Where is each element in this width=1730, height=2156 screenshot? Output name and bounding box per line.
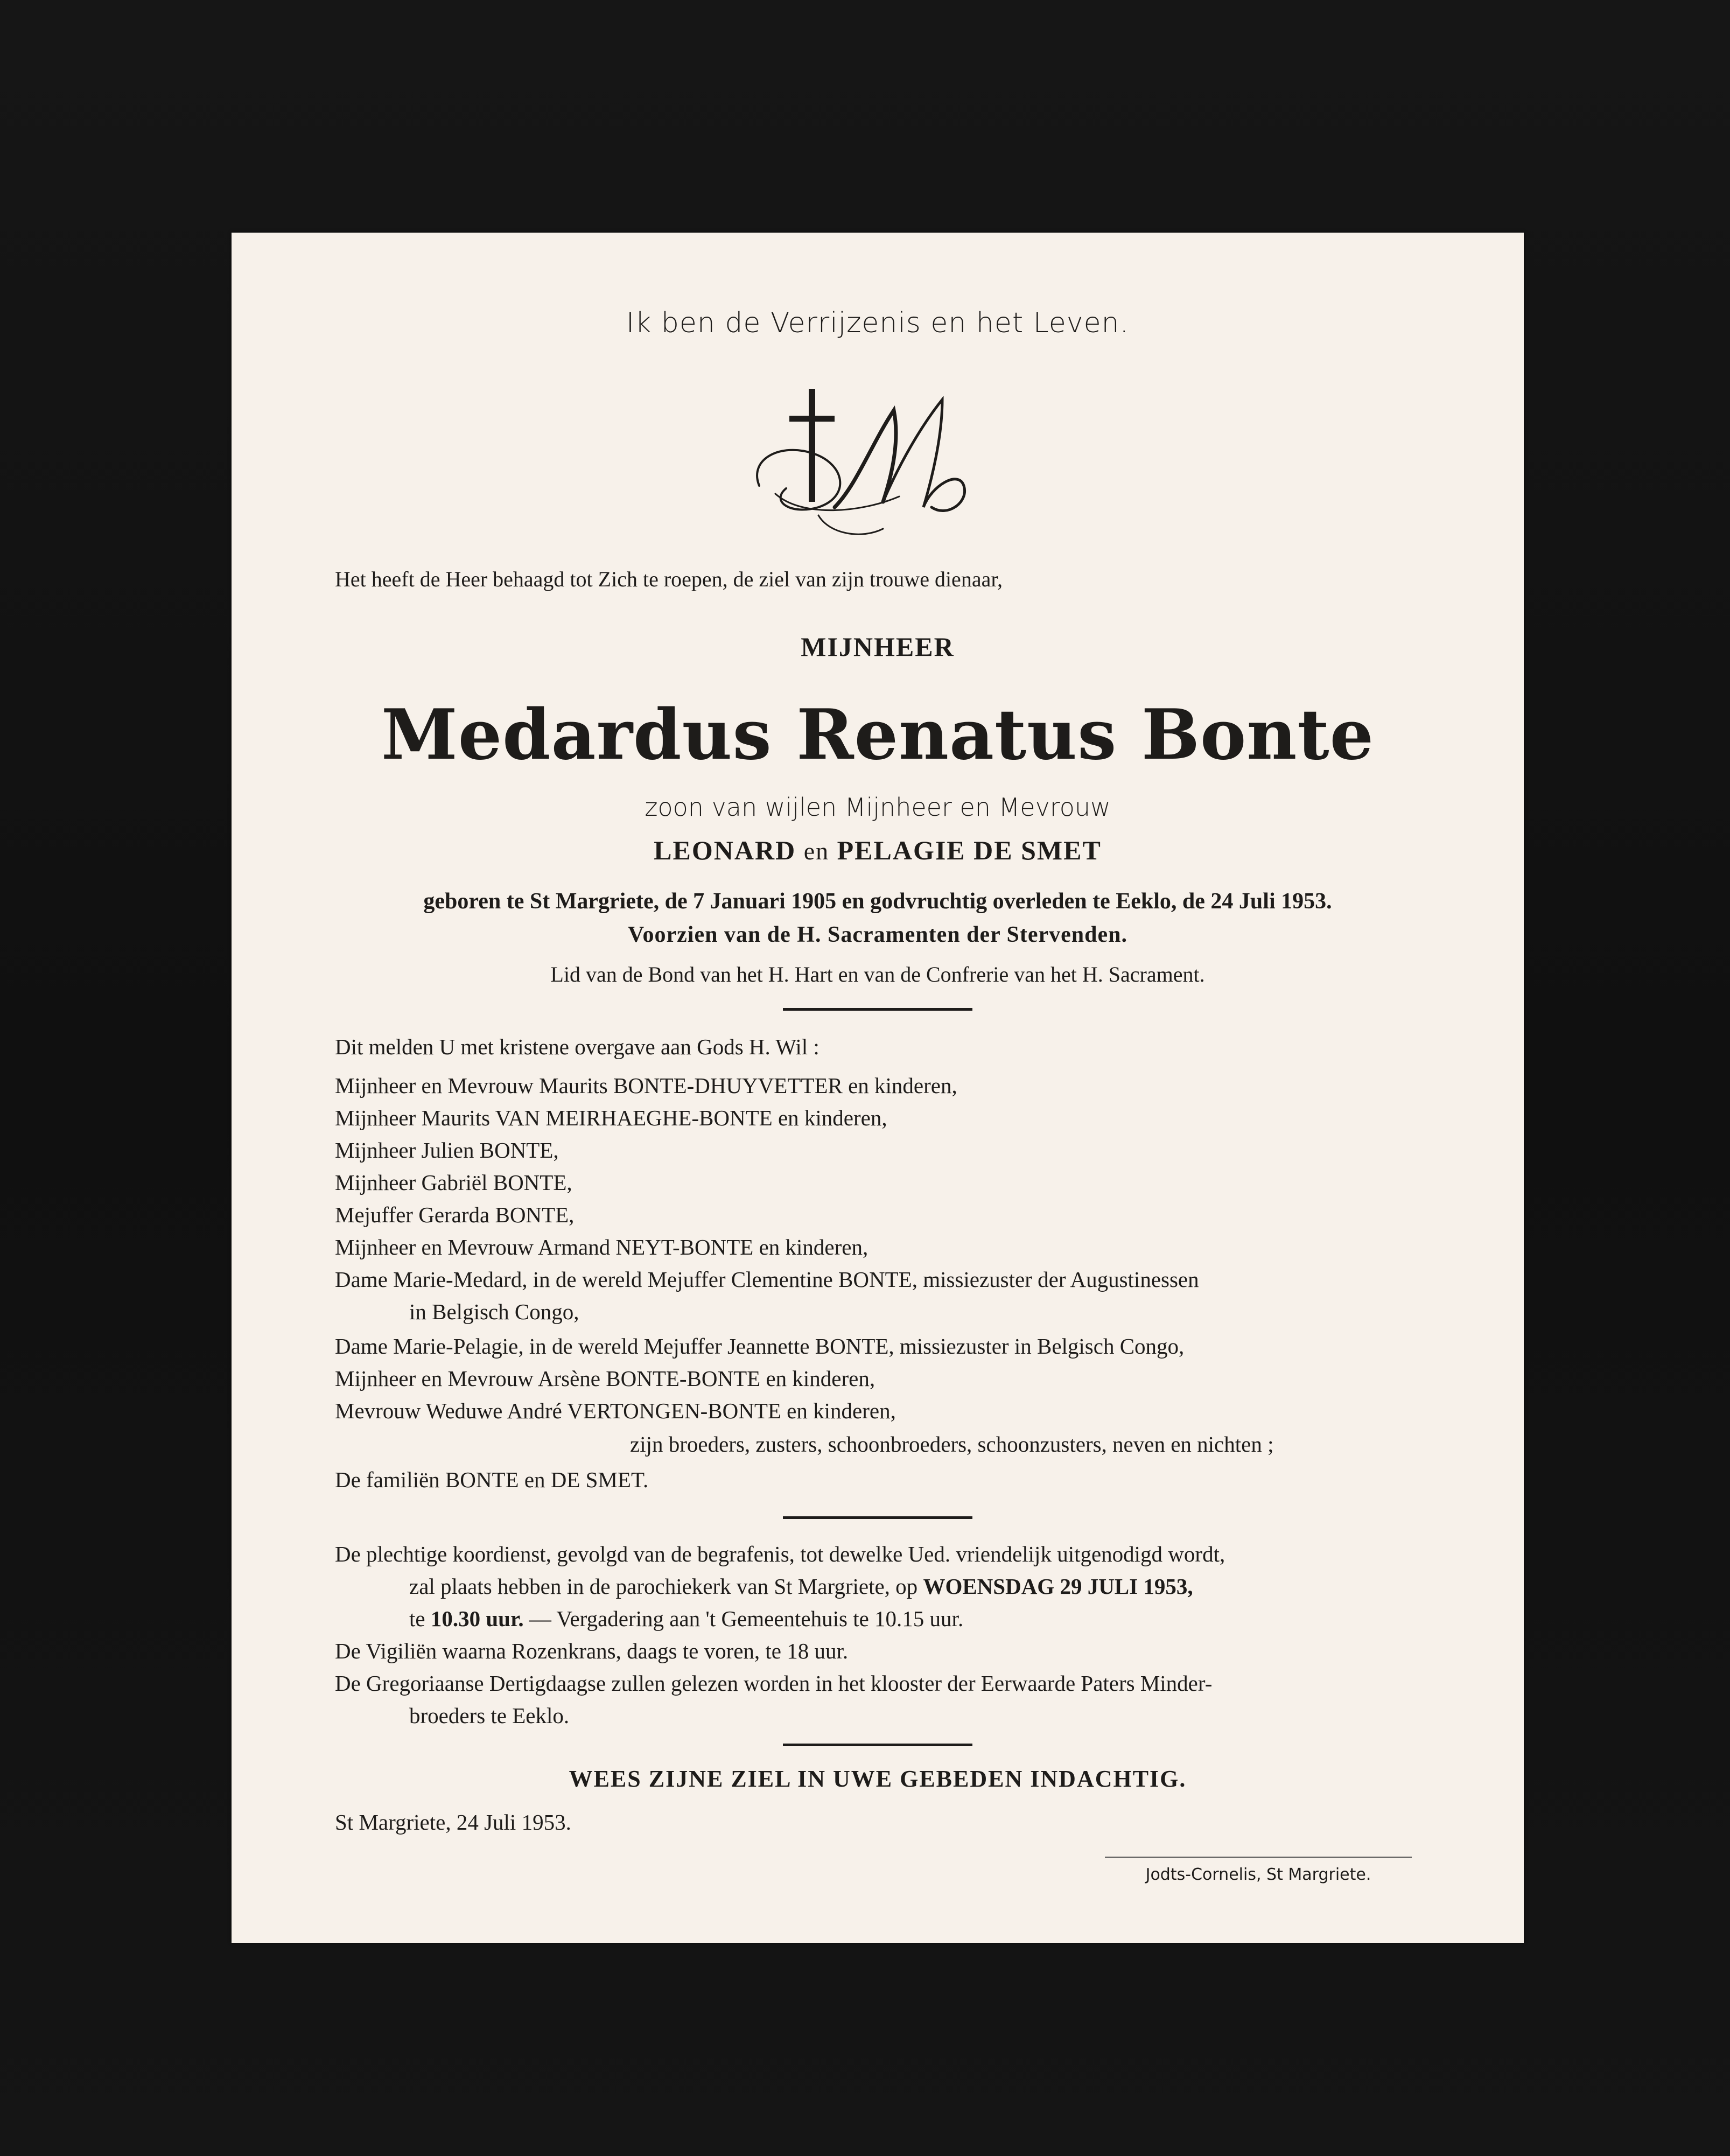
parents-prefix: zoon van wijlen Mijnheer en Mevrouw: [645, 793, 1111, 822]
father-name: LEONARD: [654, 835, 796, 865]
deceased-name: Medardus Renatus Bonte: [381, 695, 1374, 775]
family-member: Dame Marie-Medard, in de wereld Mejuffer Clementine BONTE, missiezuster der Augustinessen: [335, 1267, 1199, 1292]
family-member: Mijnheer en Mevrouw Arsène BONTE-BONTE en kinderen,: [335, 1366, 875, 1391]
divider: [783, 1516, 972, 1519]
vigil-line: De Vigiliën waarna Rozenkrans, daags te voren, te 18 uur.: [335, 1639, 849, 1663]
divider: [783, 1008, 972, 1011]
birth-death-line: geboren te St Margriete, de 7 Januari 1905 en godvruchtig overleden te Eeklo, de 24 Juli 1953.: [423, 889, 1332, 914]
family-member: Mejuffer Gerarda BONTE,: [335, 1202, 575, 1227]
mother-name: PELAGIE DE SMET: [837, 835, 1102, 865]
family-intro: Dit melden U met kristene overgave aan Gods H. Wil :: [335, 1034, 820, 1059]
families-line: De familiën BONTE en DE SMET.: [335, 1467, 649, 1492]
membership-line: Lid van de Bond van het H. Hart en van de Confrerie van het H. Sacrament.: [550, 962, 1205, 986]
family-member: Mijnheer en Mevrouw Maurits BONTE-DHUYVETTER en kinderen,: [335, 1073, 957, 1098]
family-member: Mijnheer Maurits VAN MEIRHAEGHE-BONTE en kinderen,: [335, 1105, 887, 1130]
memorial-card: [232, 233, 1524, 1943]
service-location: zal plaats hebben in de parochiekerk van St Margriete, op: [409, 1574, 918, 1599]
intro-text: Het heeft de Heer behaagd tot Zich te roepen, de ziel van zijn trouwe dienaar,: [335, 567, 1003, 591]
gregorian-line-1: De Gregoriaanse Dertigdaagse zullen gelezen worden in het klooster der Eerwaarde Paters Minder-: [335, 1671, 1213, 1696]
service-time: 10.30 uur.: [430, 1606, 524, 1631]
place-date: St Margriete, 24 Juli 1953.: [335, 1810, 571, 1835]
service-te: te: [409, 1606, 425, 1631]
service-line-1: De plechtige koordienst, gevolgd van de begrafenis, tot dewelke Ued. vriendelijk uitgenodigd wordt,: [335, 1542, 1225, 1566]
family-relations: zijn broeders, zusters, schoonbroeders, schoonzusters, neven en nichten ;: [630, 1432, 1274, 1457]
family-member: Mijnheer Julien BONTE,: [335, 1138, 559, 1163]
cross-monogram-M-icon: [738, 378, 996, 545]
family-member: Mevrouw Weduwe André VERTONGEN-BONTE en kinderen,: [335, 1398, 896, 1423]
family-member: Dame Marie-Pelagie, in de wereld Mejuffer Jeannette BONTE, missiezuster in Belgisch Congo,: [335, 1334, 1185, 1359]
parents-names: [232, 835, 1524, 866]
service-date: WOENSDAG 29 JULI 1953,: [923, 1574, 1193, 1599]
divider: [783, 1744, 972, 1746]
service-line-2: [409, 1573, 1193, 1599]
printer-credit: Jodts-Cornelis, St Margriete.: [1105, 1857, 1412, 1884]
family-member: Mijnheer Gabriël BONTE,: [335, 1170, 572, 1195]
honorific: MIJNHEER: [801, 632, 955, 662]
closing-prayer: WEES ZIJNE ZIEL IN UWE GEBEDEN INDACHTIG.: [569, 1766, 1187, 1792]
service-line-3: [409, 1606, 963, 1632]
family-member-continued: in Belgisch Congo,: [409, 1299, 579, 1324]
gathering-note: — Vergadering aan 't Gemeentehuis te 10.15 uur.: [529, 1606, 964, 1631]
parents-conj: en: [803, 837, 830, 865]
gregorian-line-2: broeders te Eeklo.: [409, 1703, 570, 1728]
sacraments-line: Voorzien van de H. Sacramenten der Stervenden.: [628, 922, 1127, 947]
family-member: Mijnheer en Mevrouw Armand NEYT-BONTE en kinderen,: [335, 1235, 868, 1259]
motto: Ik ben de Verrijzenis en het Leven.: [626, 307, 1130, 339]
